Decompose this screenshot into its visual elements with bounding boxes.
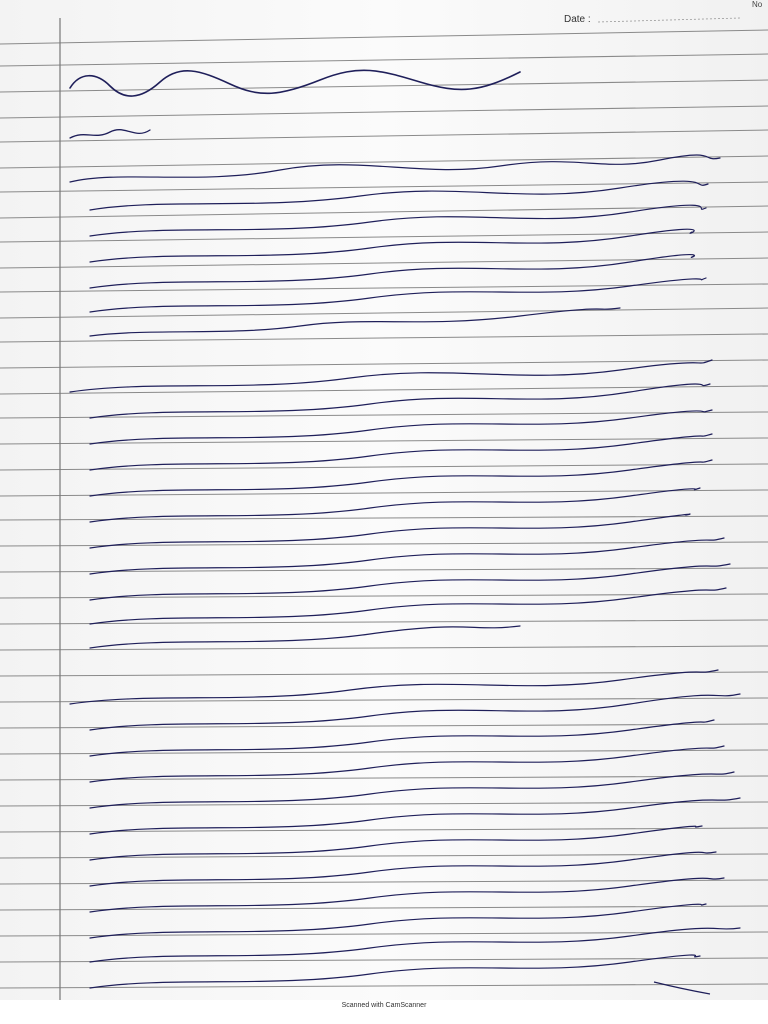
date-label: Date :	[564, 14, 591, 25]
scanner-watermark-text: Scanned with CamScanner	[341, 1002, 427, 1009]
page-number-label: No	[752, 0, 763, 9]
